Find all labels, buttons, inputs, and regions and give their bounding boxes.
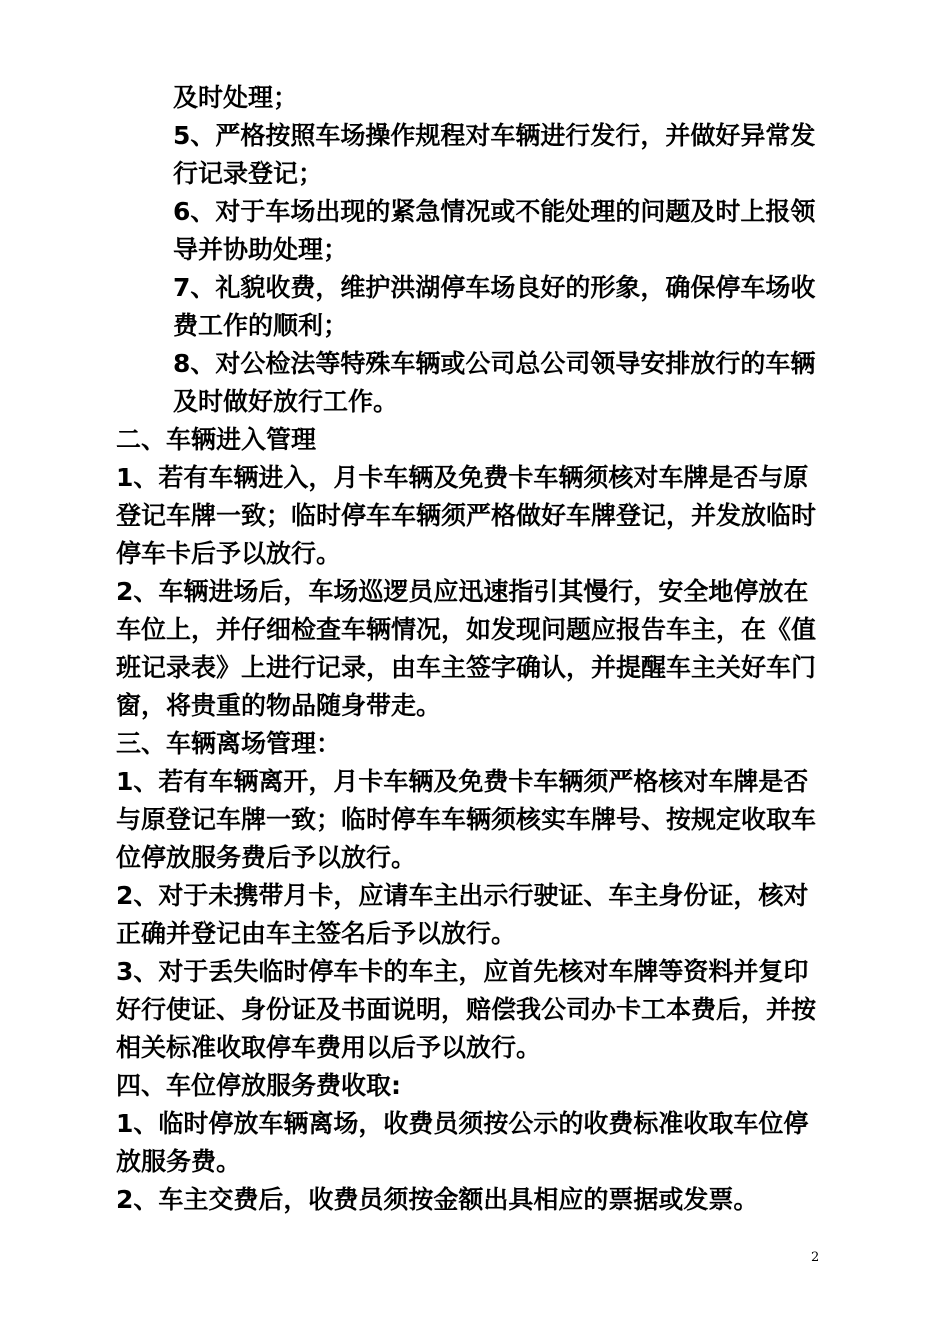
paragraph-line: 1、若有车辆离开，月卡车辆及免费卡车辆须严格核对车牌是否 xyxy=(116,767,809,796)
paragraph-line: 停车卡后予以放行。 xyxy=(116,539,342,568)
section-heading-vehicle-exit: 三、车辆离场管理： xyxy=(116,729,342,758)
text-line: 行记录登记； xyxy=(173,159,324,188)
list-item-7: 7、礼貌收费，维护洪湖停车场良好的形象，确保停车场收 xyxy=(173,273,816,302)
list-item-5: 5、严格按照车场操作规程对车辆进行发行，并做好异常发 xyxy=(173,121,816,150)
paragraph-line: 相关标准收取停车费用以后予以放行。 xyxy=(116,1033,542,1062)
paragraph-line: 登记车牌一致；临时停车车辆须严格做好车牌登记，并发放临时 xyxy=(116,501,817,530)
paragraph-line: 3、对于丢失临时停车卡的车主，应首先核对车牌等资料并复印 xyxy=(116,957,809,986)
section-heading-vehicle-entry: 二、车辆进入管理 xyxy=(116,425,317,454)
paragraph-line: 正确并登记由车主签名后予以放行。 xyxy=(116,919,517,948)
paragraph-line: 窗，将贵重的物品随身带走。 xyxy=(116,691,442,720)
text-line: 及时做好放行工作。 xyxy=(173,387,399,416)
paragraph-line: 1、若有车辆进入，月卡车辆及免费卡车辆须核对车牌是否与原 xyxy=(116,463,809,492)
paragraph-line: 2、对于未携带月卡，应请车主出示行驶证、车主身份证，核对 xyxy=(116,881,809,910)
text-line: 及时处理； xyxy=(173,83,299,112)
text-line: 费工作的顺利； xyxy=(173,311,349,340)
paragraph-line: 好行使证、身份证及书面说明，赔偿我公司办卡工本费后，并按 xyxy=(116,995,817,1024)
paragraph-line: 与原登记车牌一致；临时停车车辆须核实车牌号、按规定收取车 xyxy=(116,805,817,834)
paragraph-line: 2、车主交费后，收费员须按金额出具相应的票据或发票。 xyxy=(116,1185,759,1214)
list-item-8: 8、对公检法等特殊车辆或公司总公司领导安排放行的车辆 xyxy=(173,349,816,378)
list-item-6: 6、对于车场出现的紧急情况或不能处理的问题及时上报领 xyxy=(173,197,816,226)
paragraph-line: 车位上，并仔细检查车辆情况，如发现问题应报告车主，在《值 xyxy=(116,615,817,644)
paragraph-line: 放服务费。 xyxy=(116,1147,242,1176)
text-line: 导并协助处理； xyxy=(173,235,349,264)
paragraph-line: 班记录表》上进行记录，由车主签字确认，并提醒车主关好车门 xyxy=(116,653,817,682)
paragraph-line: 1、临时停放车辆离场，收费员须按公示的收费标准收取车位停 xyxy=(116,1109,809,1138)
paragraph-line: 2、车辆进场后，车场巡逻员应迅速指引其慢行，安全地停放在 xyxy=(116,577,809,606)
section-heading-parking-fee: 四、车位停放服务费收取: xyxy=(116,1071,401,1100)
page-number: 2 xyxy=(811,1250,820,1265)
paragraph-line: 位停放服务费后予以放行。 xyxy=(116,843,417,872)
